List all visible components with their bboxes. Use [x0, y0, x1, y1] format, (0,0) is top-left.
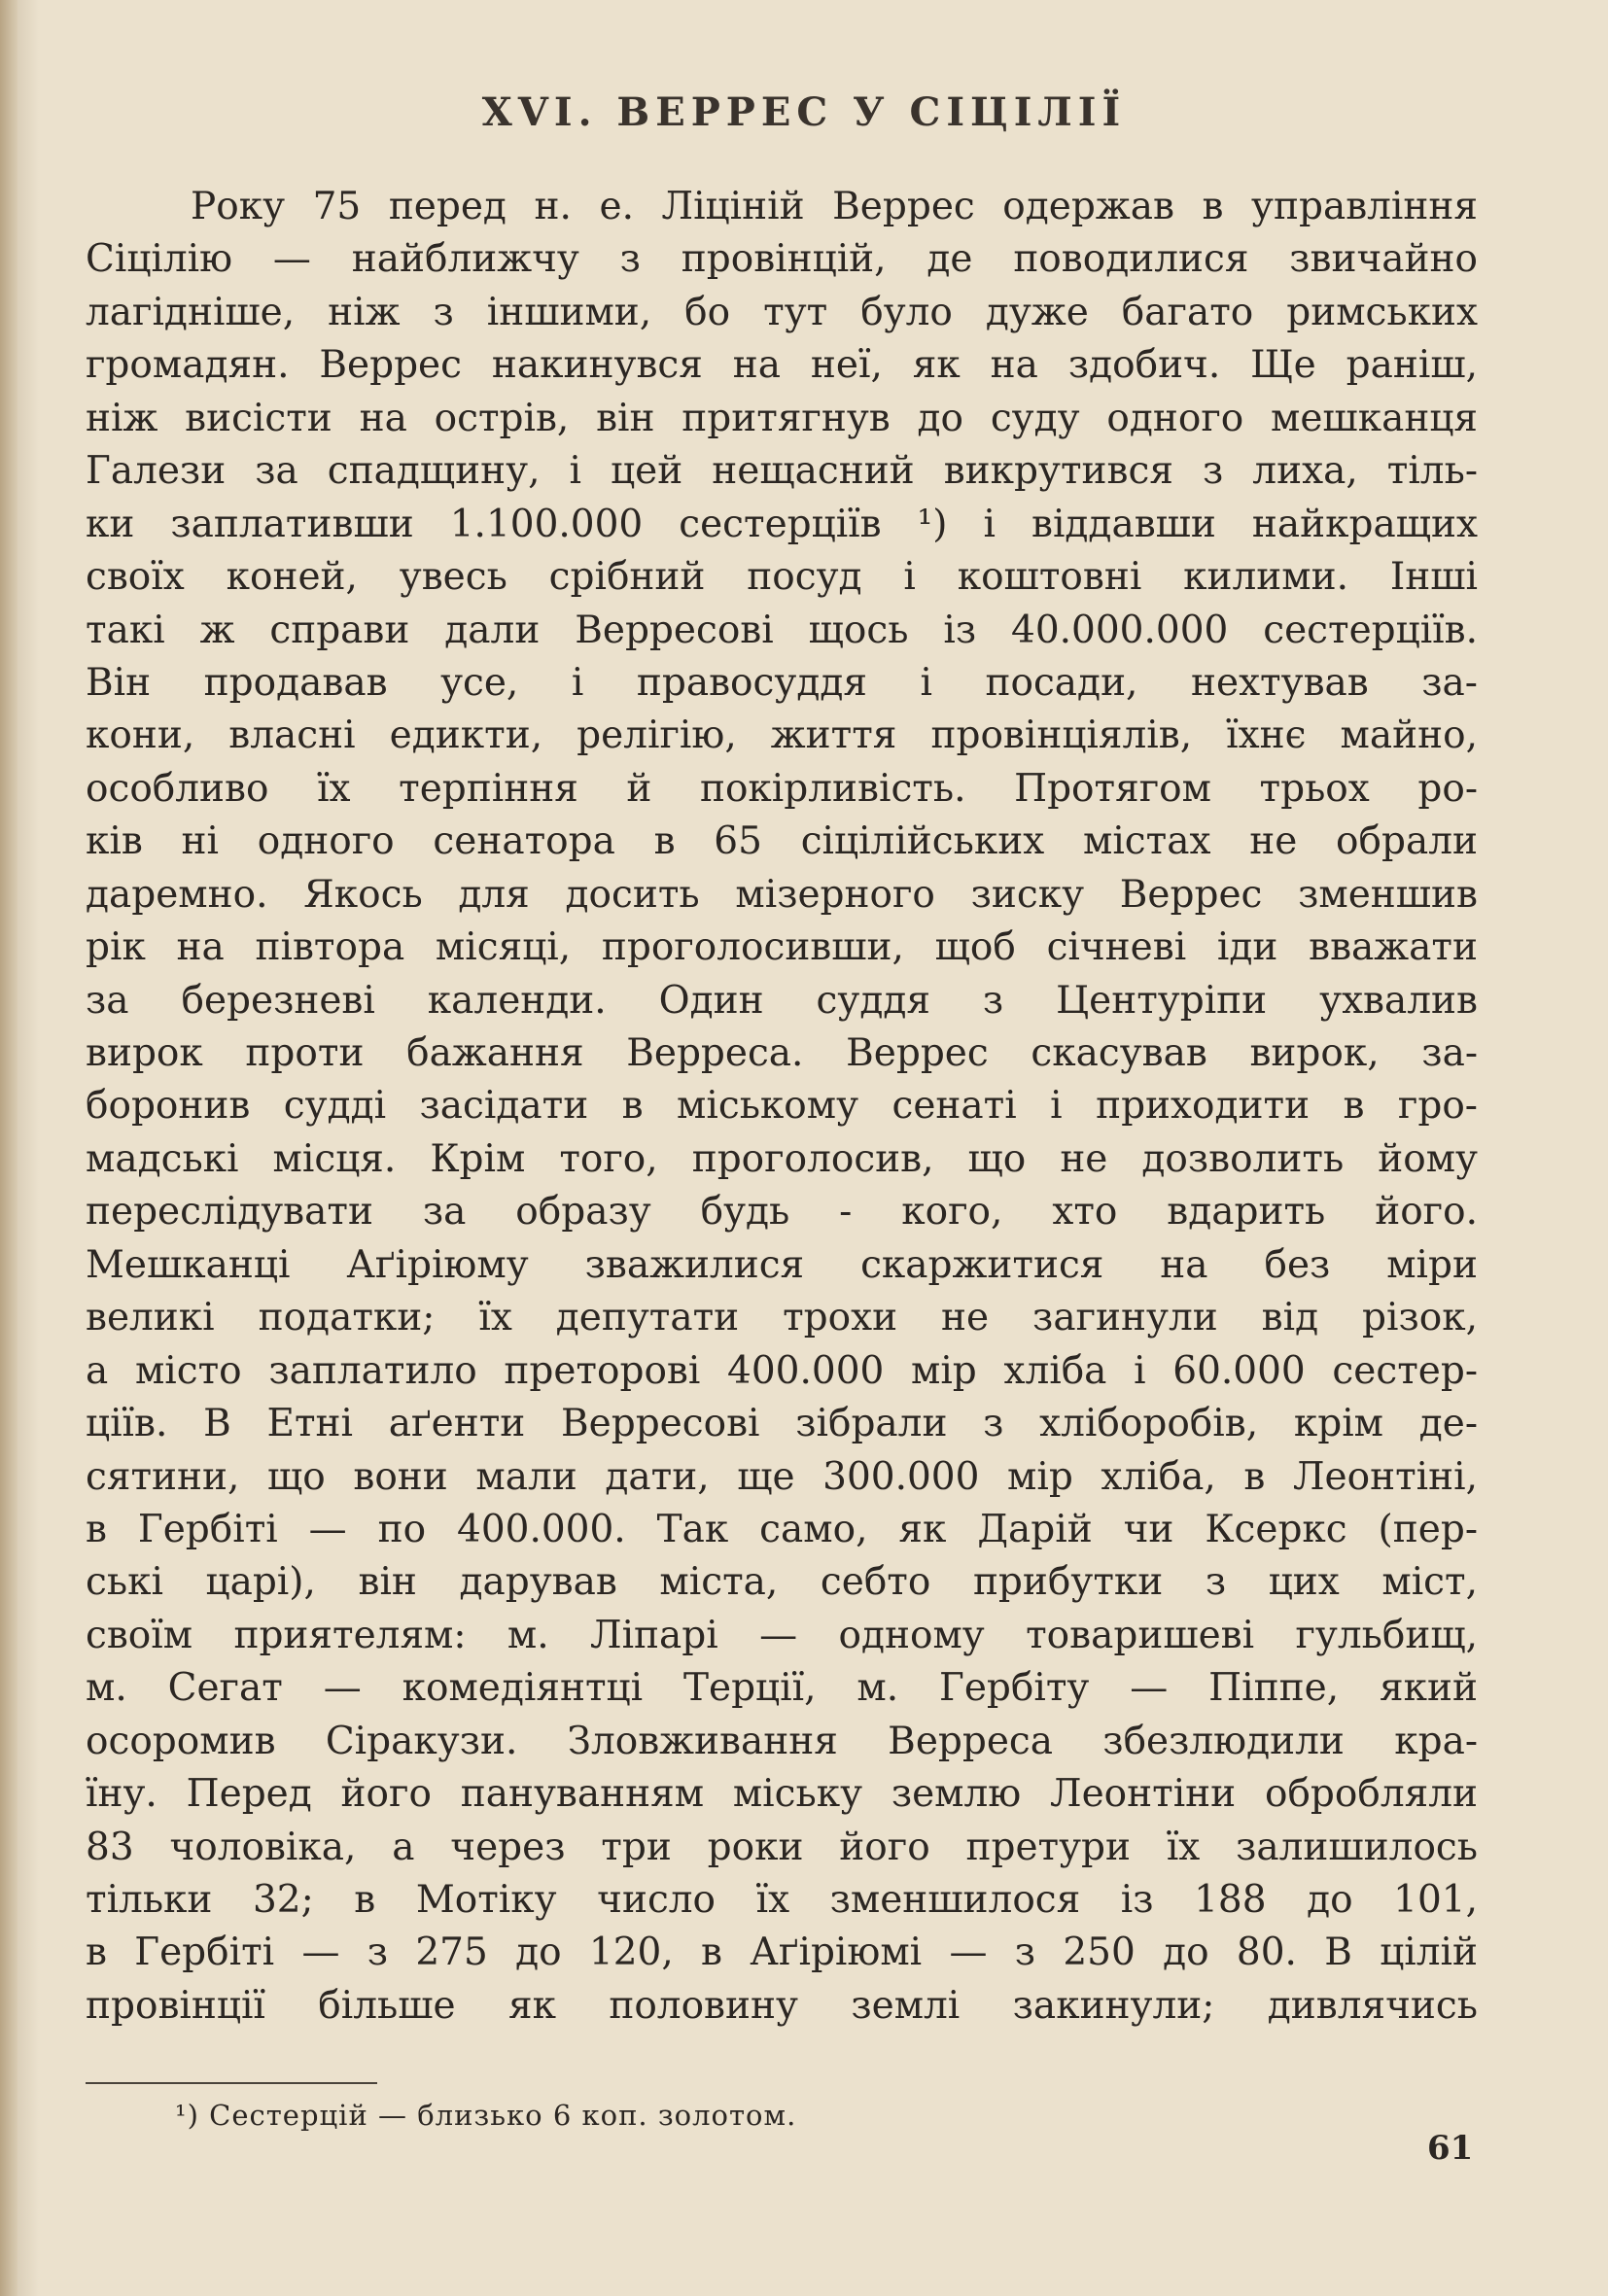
text-line: великі податки; їх депутати трохи не загинули від різок,: [86, 1296, 1478, 1340]
text-line: Він продавав усе, і правосуддя і посади, нехтував за-: [86, 660, 1478, 705]
text-line: лагідніше, ніж з іншими, бо тут було дуже багато римських: [86, 290, 1478, 334]
text-line: боронив судді засідати в міському сенаті і приходити в гро-: [86, 1084, 1478, 1129]
body-text: [86, 181, 1478, 2033]
text-line: такі ж справи дали Верресові щось із 40.000.000 сестерціїв.: [86, 608, 1478, 652]
page-spine-shadow: [0, 0, 17, 2296]
text-line: кони, власні едикти, релігію, життя провінціялів, їхнє майно,: [86, 713, 1478, 758]
text-line: 83 чоловіка, а через три роки його претури їх залишилось: [86, 1825, 1478, 1869]
text-line: мадські місця. Крім того, проголосив, що не дозволить йому: [86, 1136, 1478, 1181]
text-line: ніж висісти на острів, він притягнув до суду одного мешканця: [86, 396, 1478, 440]
text-line: переслідувати за образу будь - кого, хто вдарить його.: [86, 1190, 1478, 1235]
text-line: Мешканці Аґіріюму зважилися скаржитися на без міри: [86, 1242, 1478, 1287]
text-line: а місто заплатило преторові 400.000 мір хліба і 60.000 сестер-: [86, 1348, 1478, 1393]
text-line: вирок проти бажання Верреса. Веррес скасував вирок, за-: [86, 1031, 1478, 1075]
footnote-divider: [86, 2082, 377, 2084]
text-line: своїм приятелям: м. Ліпарі — одному товаришеві гульбищ,: [86, 1613, 1478, 1657]
text-line: особливо їх терпіння й покірливість. Протягом трьох ро-: [86, 766, 1478, 811]
text-line: ків ні одного сенатора в 65 сіцілійських містах не обрали: [86, 819, 1478, 864]
text-line: громадян. Веррес накинувся на неї, як на здобич. Ще раніш,: [86, 343, 1478, 388]
page-number: 61: [1427, 2129, 1474, 2168]
text-line: Галези за спадщину, і цей нещасний викрутився з лиха, тіль-: [86, 449, 1478, 494]
text-line: ські царі), він дарував міста, себто прибутки з цих міст,: [86, 1560, 1478, 1605]
text-line: даремно. Якось для досить мізерного зиску Веррес зменшив: [86, 872, 1478, 917]
text-line: ціїв. В Етні аґенти Верресові зібрали з хліборобів, крім де-: [86, 1402, 1478, 1446]
text-line: провінції більше як половину землі закинули; дивлячись: [86, 1983, 1478, 2028]
text-line: сятини, що вони мали дати, ще 300.000 мір хліба, в Леонтіні,: [86, 1454, 1478, 1499]
text-line: Року 75 перед н. е. Ліціній Веррес одержав в управління: [191, 185, 1478, 228]
text-line: Сіцілію — найближчу з провінцій, де поводилися звичайно: [86, 237, 1478, 282]
text-line: ки заплативши 1.100.000 сестерціїв ¹) і віддавши найкращих: [86, 502, 1478, 546]
text-line: своїх коней, увесь срібний посуд і коштовні килими. Інші: [86, 555, 1478, 600]
footnote: ¹) Сестерцій — близько 6 коп. золотом.: [175, 2099, 797, 2132]
text-line: тільки 32; в Мотіку число їх зменшилося із 188 до 101,: [86, 1878, 1478, 1922]
text-line: осоромив Сіракузи. Зловживання Верреса збезлюдили кра-: [86, 1719, 1478, 1763]
text-line: рік на півтора місяці, проголосивши, щоб січневі іди вважати: [86, 925, 1478, 970]
chapter-heading: XVI. ВЕРРЕС У СІЦІЛІЇ: [481, 89, 1127, 135]
text-line: в Гербіті — з 275 до 120, в Аґіріюмі — з 250 до 80. В цілій: [86, 1931, 1478, 1975]
text-line: м. Сегат — комедіянтці Терції, м. Гербіту — Піппе, який: [86, 1666, 1478, 1711]
text-line: в Гербіті — по 400.000. Так само, як Дарій чи Ксеркс (пер-: [86, 1507, 1478, 1551]
text-line: їну. Перед його пануванням міську землю Леонтіни обробляли: [86, 1772, 1478, 1817]
text-line: за березневі календи. Один суддя з Центуріпи ухвалив: [86, 978, 1478, 1023]
